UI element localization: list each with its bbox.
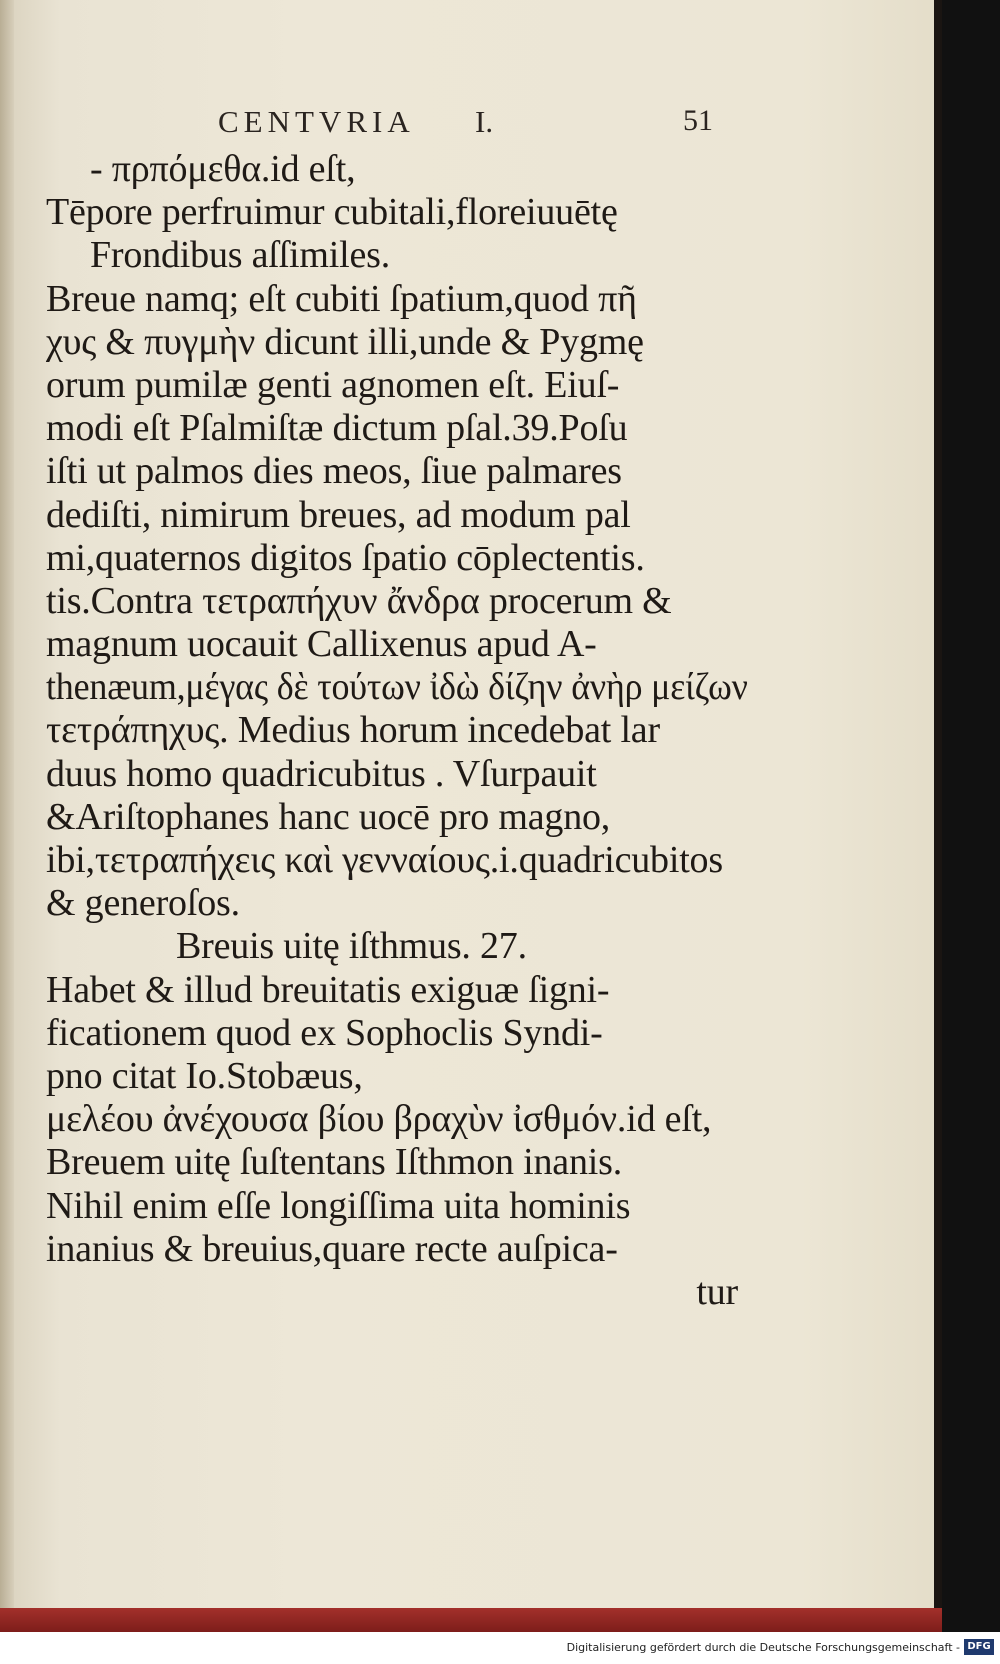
text-line: modi eſt Pſalmiſtæ dictum pſal.39.Poſu	[46, 407, 628, 450]
text-line: inanius & breuius,quare recte auſpica-	[46, 1227, 618, 1270]
running-head-number: I.	[475, 104, 494, 139]
page-gutter	[0, 0, 14, 1608]
text-line: magnum uocauit Callixenus apud A-	[46, 623, 597, 666]
text-line: pno citat Io.Stobæus,	[46, 1054, 363, 1097]
page-red-edge	[0, 1608, 942, 1632]
running-head	[0, 104, 942, 144]
text-line: duus homo quadricubitus . Vſurpauit	[46, 752, 597, 795]
text-line: ibi,τετραπήχεις καὶ γενναίους.i.quadricubitos	[46, 839, 723, 881]
text-line: tis.Contra τετραπήχυν ἄνδρα procerum &	[46, 579, 672, 622]
dfg-logo: DFG	[964, 1639, 994, 1655]
footer-credit: Digitalisierung gefördert durch die Deutsche Forschungsgemeinschaft -	[566, 1641, 960, 1654]
text-line: χυς & πυγμὴν dicunt illi,unde & Pygmę	[46, 320, 644, 363]
text-line: ficationem quod ex Sophoclis Syndi-	[46, 1011, 603, 1054]
text-line: mi,quaternos digitos ſpatio cōplectentis.	[46, 536, 645, 579]
text-line: Nihil enim eſſe longiſſima uita hominis	[46, 1184, 631, 1227]
text-line: thenæum,μέγας δὲ τούτων ἰδὼ δίζην ἀνὴρ μείζων	[46, 666, 748, 709]
running-head-title: CENTVRIA	[218, 104, 415, 139]
text-line: Habet & illud breuitatis exiguæ ſigni-	[46, 968, 610, 1011]
page-number: 51	[683, 104, 713, 137]
body-text	[46, 148, 748, 1314]
section-heading: Breuis uitę iſthmus. 27.	[176, 925, 527, 968]
text-line: τετράπηχυς. Medius horum incedebat lar	[46, 709, 660, 752]
text-line: Breue namq; eſt cubiti ſpatium,quod πῆ	[46, 277, 637, 320]
text-line: - πρπόμεθα.id eſt,	[90, 148, 356, 190]
text-line: orum pumilæ genti agnomen eſt. Eiuſ-	[46, 363, 620, 406]
text-line: & generoſos.	[46, 882, 240, 925]
digitization-footer	[0, 1632, 1000, 1664]
text-line: &Ariſtophanes hanc uocē pro magno,	[46, 795, 611, 838]
text-line: Breuem uitę ſuſtentans Iſthmon inanis.	[46, 1141, 623, 1184]
text-line: Frondibus aſſimiles.	[90, 234, 391, 277]
catchword: tur	[696, 1270, 738, 1313]
text-line: μελέου ἀνέχουσα βίου βραχὺν ἰσθμόν.id eſt,	[46, 1098, 712, 1141]
text-line: dediſti, nimirum breues, ad modum pal	[46, 493, 631, 536]
text-line: iſti ut palmos dies meos, ſiue palmares	[46, 450, 622, 493]
text-line: Tēpore perfruimur cubitali,floreiuuētę	[46, 191, 618, 234]
